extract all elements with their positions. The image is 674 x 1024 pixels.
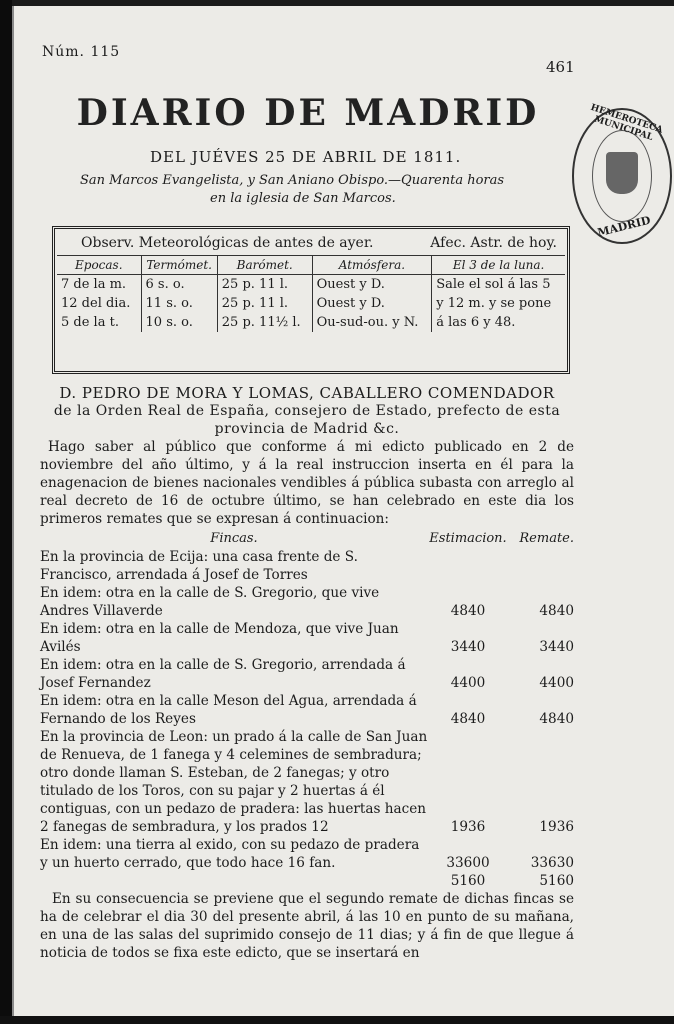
lot-estimacion: 1936 (450, 819, 486, 835)
coat-of-arms-icon (606, 152, 638, 194)
lot-description: En idem: otra en la calle de Mendoza, que vive Juan Avilés (40, 621, 399, 655)
col-epocas: Epocas. (57, 256, 141, 275)
astro-cell: y 12 m. y se pone (432, 294, 565, 313)
epoca-cell: 7 de la m. (61, 277, 127, 292)
closing-paragraph: En su consecuencia se previene que el segundo remate de dichas fincas se ha de celebrar el dia 30 del presente abril, á las 10 en punto de su mañana, en una de las salas del suprimido consejo de 11 dias; y á fin de que llegue á noticia de todos se fixa este edicto, que se insertará en (40, 891, 574, 961)
col-luna: El 3 de la luna. (432, 256, 565, 275)
lot-estimacion: 4840 (450, 603, 486, 619)
intro-paragraph: Hago saber al público que conforme á mi edicto publicado en 2 de noviembre del año último, y á la real instruccion inserta en él para la enagenacion de bienes nacionales vendibles á pública subasta con arreglo al real decreto de 16 de octubre último, se han celebrado en este dia los primeros remates que se expresan á continuacion: (40, 439, 574, 527)
epoca-cell: 5 de la t. (61, 315, 119, 330)
table-row (57, 275, 565, 295)
dateline: DEL JUÉVES 25 DE ABRIL DE 1811. (150, 148, 462, 166)
heading-sub: de la Orden Real de España, consejero de Estado, prefecto de esta provincia de Madrid &c. (53, 403, 561, 437)
lot-remate: 1936 (539, 819, 574, 835)
atmos-cell: Ou-sud-ou. y N. (312, 313, 432, 332)
library-stamp (572, 102, 672, 248)
article-heading (40, 384, 574, 438)
lot-estimacion: 4400 (450, 675, 486, 691)
col-barometro: Barómet. (217, 256, 312, 275)
col-remate: Remate. (519, 531, 574, 546)
list-item (40, 584, 574, 620)
saints-line-2: en la iglesia de San Marcos. (210, 191, 396, 206)
lot-description: En la provincia de Ecija: una casa frente de S. Francisco, arrendada á Josef de Torres (40, 549, 358, 583)
astro-cell: Sale el sol á las 5 (432, 275, 565, 295)
lot-remate: 3440 (539, 639, 574, 655)
table-row (57, 313, 565, 332)
stamp-bottom-text: MADRID (596, 213, 652, 240)
page-number: 461 (546, 58, 575, 76)
list-item (40, 656, 574, 692)
lot-description: En idem: otra en la calle Meson del Agua, arrendada á Fernando de los Reyes (40, 693, 417, 727)
termo-cell: 10 s. o. (141, 313, 217, 332)
heading-main: D. PEDRO DE MORA Y LOMAS, CABALLERO COMENDADOR (59, 384, 555, 402)
scan-bottom-edge (0, 1016, 674, 1024)
lot-description: En idem: otra en la calle de S. Gregorio, arrendada á Josef Fernandez (40, 657, 406, 691)
atmos-cell: Ouest y D. (312, 275, 432, 295)
article-body (40, 384, 574, 962)
lot-description: En idem: una tierra al exido, con su pedazo de pradera y un huerto cerrado, que todo hace 16 fan. (40, 837, 420, 871)
astro-cell: á las 6 y 48. (432, 313, 565, 332)
lots-list (40, 548, 574, 890)
lot-estimacion: 3440 (450, 639, 486, 655)
weather-table-box (52, 226, 570, 374)
list-item (40, 692, 574, 728)
baro-cell: 25 p. 11 l. (217, 275, 312, 295)
list-item (40, 728, 574, 836)
lot-description: En idem: otra en la calle de S. Gregorio, que vive Andres Villaverde (40, 585, 380, 619)
masthead-title: DIARIO DE MADRID (76, 92, 540, 134)
list-item (40, 548, 574, 584)
stamp-top-text: HEMEROTECA MUNICIPAL (589, 102, 664, 143)
baro-cell: 25 p. 11 l. (217, 294, 312, 313)
termo-cell: 6 s. o. (141, 275, 217, 295)
weather-table (57, 255, 565, 332)
epoca-cell: 12 del dia. (61, 296, 131, 311)
col-termometro: Termómet. (141, 256, 217, 275)
saints-of-day (80, 172, 580, 208)
saints-line-1: San Marcos Evangelista, y San Aniano Obispo.—Quarenta horas (80, 173, 505, 188)
list-item (40, 620, 574, 656)
weather-title: Observ. Meteorológicas de antes de ayer. (81, 235, 374, 251)
issue-number: Núm. 115 (42, 44, 121, 60)
scan-edge (0, 0, 12, 1024)
lot-remate: 5160 (539, 873, 574, 889)
lot-estimacion: 4840 (450, 711, 486, 727)
list-item (40, 872, 574, 890)
col-atmosfera: Atmósfera. (312, 256, 432, 275)
lot-description: En la provincia de Leon: un prado á la calle de San Juan de Renueva, de 1 fanega y 4 celemines de sembradura; otro donde llaman S. Esteban, de 2 fanegas; y otro titulado de los Toros, con su pajar y 2 huertas á él contiguas, con un pedazo de pradera: las huertas hacen 2 fanegas de sembradura, y los prados 12 (40, 729, 428, 835)
col-estimacion: Estimacion. (429, 531, 507, 546)
lot-remate: 4400 (539, 675, 574, 691)
lot-estimacion: 5160 (450, 873, 486, 889)
atmos-cell: Ouest y D. (312, 294, 432, 313)
lot-remate: 4840 (539, 603, 574, 619)
lots-header (40, 530, 574, 548)
lot-estimacion: 33600 (446, 855, 490, 871)
lot-remate: 33630 (530, 855, 574, 871)
list-item (40, 836, 574, 872)
weather-header (57, 231, 565, 253)
lot-remate: 4840 (539, 711, 574, 727)
termo-cell: 11 s. o. (141, 294, 217, 313)
col-fincas: Fincas. (210, 531, 258, 546)
astro-title: Afec. Astr. de hoy. (430, 235, 557, 251)
baro-cell: 25 p. 11½ l. (217, 313, 312, 332)
table-row (57, 294, 565, 313)
